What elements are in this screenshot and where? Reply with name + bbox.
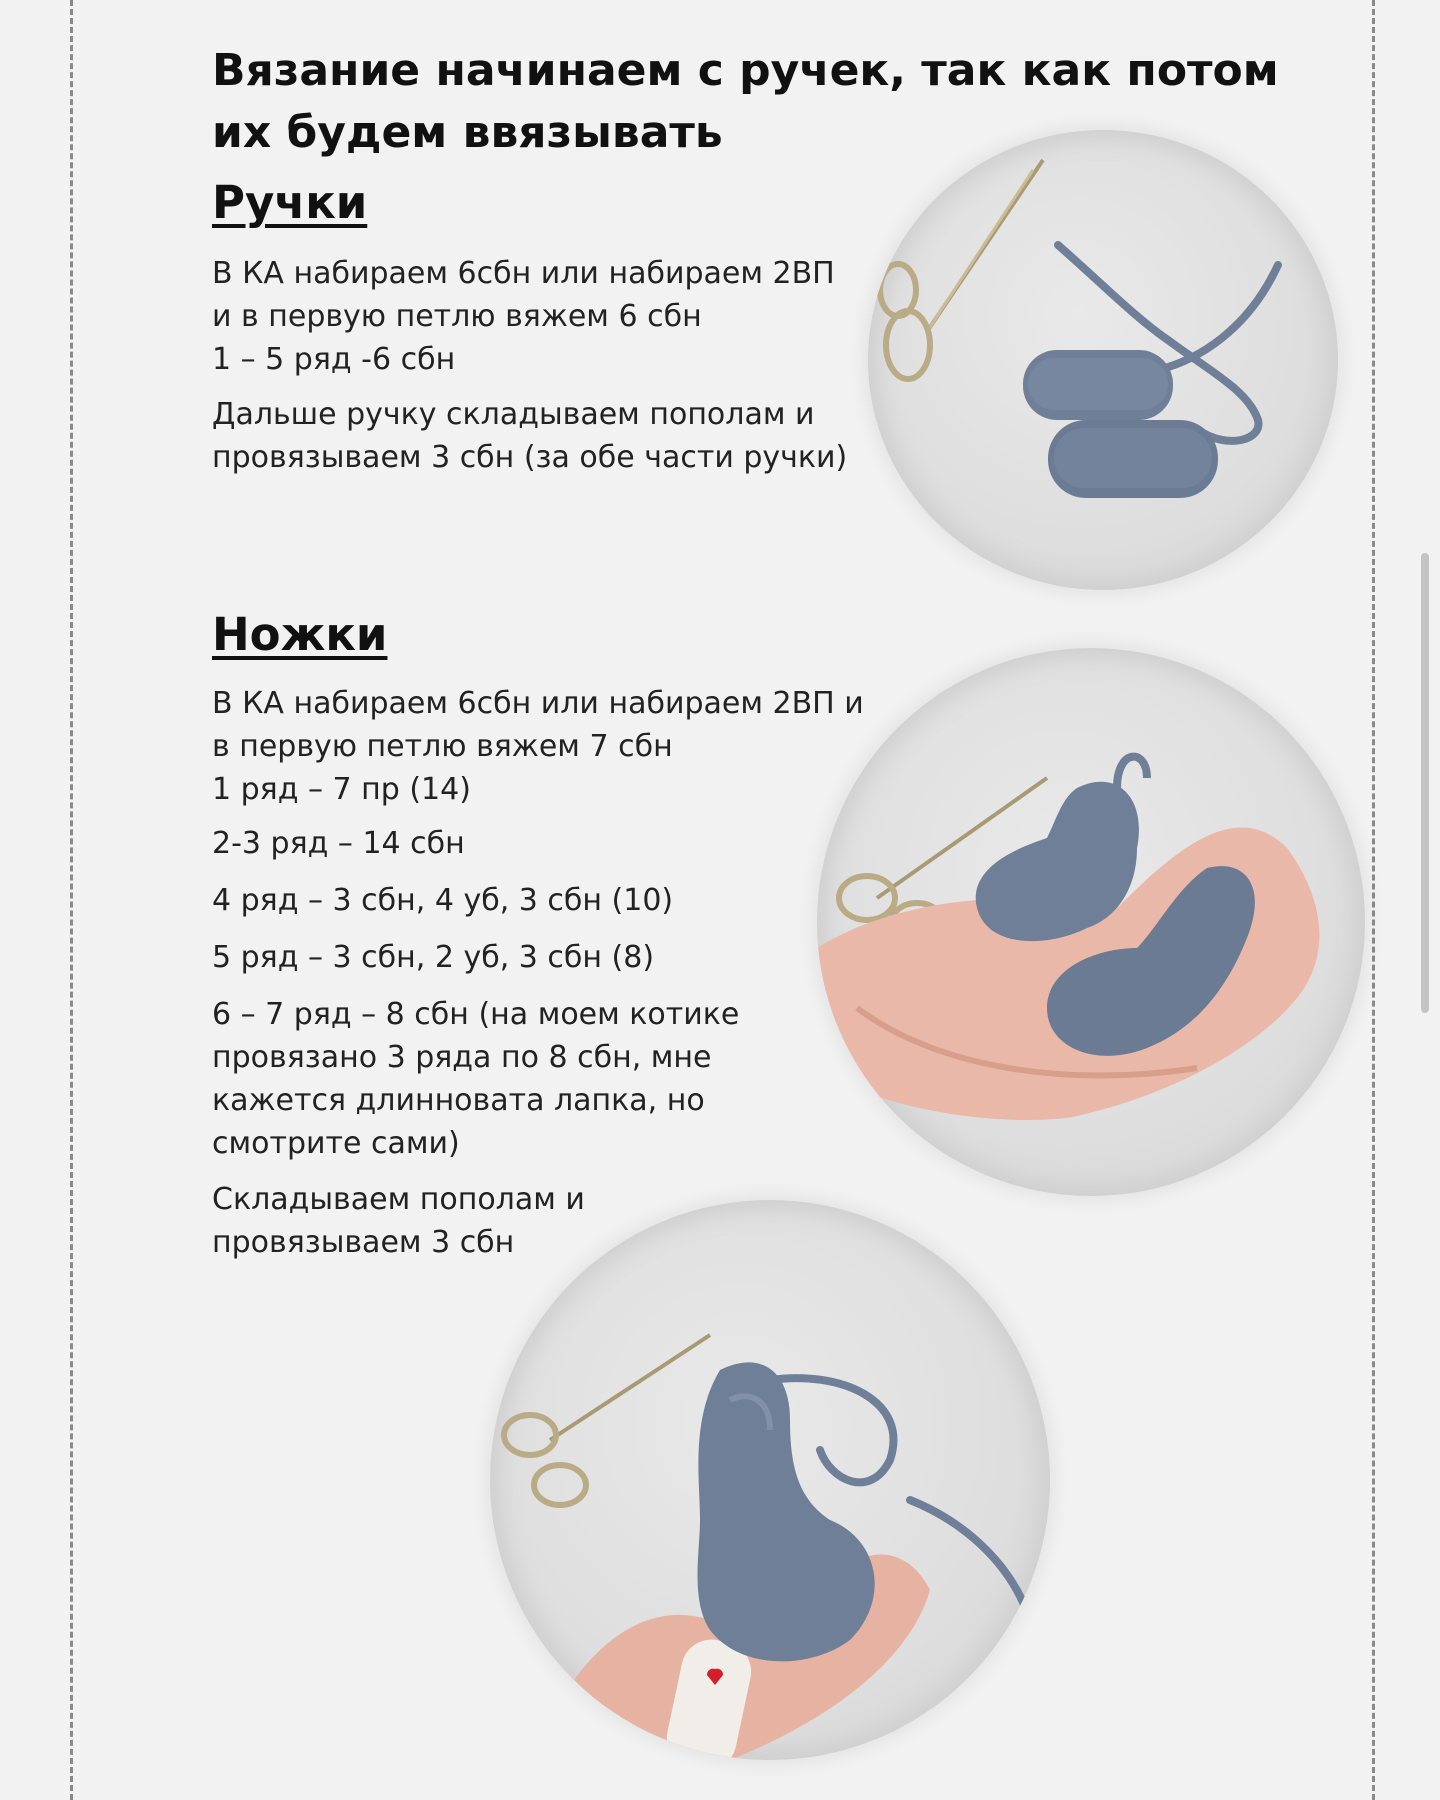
legs-intro-line-2: в первую петлю вяжем 7 сбн bbox=[212, 729, 673, 764]
legs-intro-instructions bbox=[212, 682, 864, 811]
legs-row-6-7 bbox=[212, 993, 739, 1165]
legs-row-5: 5 ряд – 3 сбн, 2 уб, 3 сбн (8) bbox=[212, 940, 655, 975]
arms-photo bbox=[868, 130, 1338, 590]
page-border-left bbox=[70, 0, 73, 1800]
legs-intro-line-3: 1 ряд – 7 пр (14) bbox=[212, 772, 471, 807]
legs-row-6-7-line-2: провязано 3 ряда по 8 сбн, мне bbox=[212, 1040, 712, 1075]
legs-fold-line-1: Складываем пополам и bbox=[212, 1182, 585, 1217]
legs-photo bbox=[817, 648, 1365, 1196]
arms-fold-line-2: провязываем 3 сбн (за обе части ручки) bbox=[212, 440, 848, 475]
arms-fold-instructions bbox=[212, 393, 847, 479]
legs-row-6-7-line-1: 6 – 7 ряд – 8 сбн (на моем котике bbox=[212, 997, 740, 1032]
scrollbar-thumb[interactable] bbox=[1421, 553, 1429, 1013]
arms-line-1: В КА набираем 6сбн или набираем 2ВП bbox=[212, 256, 835, 291]
arms-heading: Ручки bbox=[212, 176, 368, 229]
legs-fold-line-2: провязываем 3 сбн bbox=[212, 1225, 515, 1260]
legs-row-6-7-line-3: кажется длинновата лапка, но bbox=[212, 1083, 705, 1118]
legs-photo-illustration bbox=[817, 648, 1365, 1196]
knitted-leg-folded-icon bbox=[698, 1362, 875, 1661]
arms-fold-line-1: Дальше ручку складываем пополам и bbox=[212, 397, 815, 432]
legs-row-6-7-line-4: смотрите сами) bbox=[212, 1126, 460, 1161]
folded-leg-photo bbox=[490, 1200, 1050, 1760]
knitted-arm-upper-icon bbox=[1023, 350, 1173, 420]
legs-row-2-3: 2-3 ряд – 14 сбн bbox=[212, 826, 465, 861]
arms-photo-illustration bbox=[868, 130, 1338, 590]
scissors-icon bbox=[880, 160, 1043, 379]
arms-instructions bbox=[212, 252, 835, 381]
page-title: Вязание начинаем с ручек, так как потом их будем ввязывать bbox=[212, 45, 1279, 158]
arms-line-3: 1 – 5 ряд -6 сбн bbox=[212, 342, 456, 377]
scissors-icon bbox=[504, 1335, 710, 1505]
legs-row-4: 4 ряд – 3 сбн, 4 уб, 3 сбн (10) bbox=[212, 883, 674, 918]
yarn-loop-icon bbox=[1117, 757, 1147, 788]
legs-heading: Ножки bbox=[212, 608, 388, 661]
page-border-right bbox=[1372, 0, 1375, 1800]
legs-intro-line-1: В КА набираем 6сбн или набираем 2ВП и bbox=[212, 686, 864, 721]
folded-leg-photo-illustration bbox=[490, 1200, 1050, 1760]
knitted-arm-lower-icon bbox=[1048, 420, 1218, 498]
arms-line-2: и в первую петлю вяжем 6 сбн bbox=[212, 299, 702, 334]
